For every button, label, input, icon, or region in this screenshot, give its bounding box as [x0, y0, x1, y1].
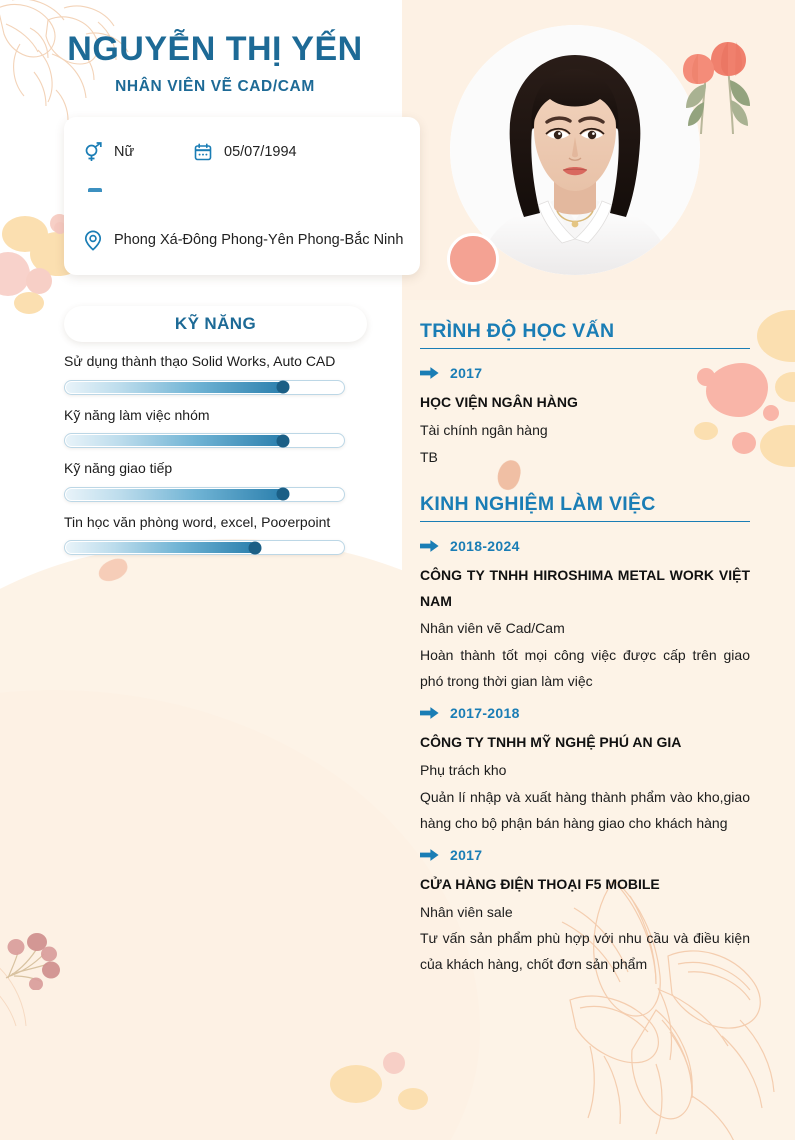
entry-description: Hoàn thành tốt mọi công việc được cấp trên giao phó trong thời gian làm việc — [420, 647, 750, 690]
skills-section-label: KỸ NĂNG — [174, 314, 257, 333]
entry-role: Phụ trách kho — [420, 762, 507, 779]
experience-section-title: KINH NGHIỆM LÀM VIỆC — [420, 493, 750, 522]
skill-item — [64, 407, 347, 449]
education-section-title: TRÌNH ĐỘ HỌC VẤN — [420, 320, 750, 349]
entry-date: 2017 — [450, 365, 483, 381]
skill-progress-bar[interactable] — [64, 380, 345, 395]
entry-organization: CÔNG TY TNHH HIROSHIMA METAL WORK VIỆT NAM — [420, 566, 750, 609]
info-row-dob — [192, 141, 297, 163]
skills-section-header — [64, 306, 367, 342]
info-row-gender — [82, 141, 134, 163]
clipped-icon — [82, 179, 104, 201]
entry-date-row — [420, 705, 750, 721]
entry-role: Nhân viên vẽ Cad/Cam — [420, 620, 565, 637]
skill-item — [64, 353, 347, 395]
experience-entry — [420, 847, 750, 979]
skill-item — [64, 460, 347, 502]
entry-organization: CÔNG TY TNHH MỸ NGHỆ PHÚ AN GIA — [420, 734, 682, 751]
entry-description: Tư vấn sản phẩm phù hợp với nhu cầu và điều kiện của khách hàng, chốt đơn sản phẩm — [420, 930, 750, 973]
gender-value: Nữ — [114, 144, 135, 160]
decor-blob-pink-low-1 — [383, 1052, 405, 1074]
entry-date: 2018-2024 — [450, 537, 520, 554]
job-title: NHÂN VIÊN VẼ CAD/CAM — [115, 78, 315, 96]
info-row-clipped — [82, 179, 104, 201]
skill-progress-fill — [66, 489, 284, 500]
entry-organization: CỬA HÀNG ĐIỆN THOẠI F5 MOBILE — [420, 875, 660, 892]
arrow-right-icon — [420, 539, 439, 553]
skill-progress-bar[interactable] — [64, 433, 345, 448]
skill-progress-knob[interactable] — [248, 541, 261, 554]
photo-accent-circle — [447, 233, 499, 285]
skills-list — [64, 353, 347, 567]
entry-description: Quản lí nhập và xuất hàng thành phẩm vào kho,giao hàng cho bộ phận bán hàng giao cho khách hàng — [420, 788, 750, 831]
entry-date-row — [420, 538, 750, 554]
skill-progress-bar[interactable] — [64, 487, 345, 502]
decor-blob-peach-3 — [14, 292, 44, 314]
header — [0, 0, 430, 96]
education-entry — [420, 365, 750, 471]
calendar-icon — [192, 141, 214, 163]
arrow-right-icon — [420, 848, 439, 862]
skill-progress-bar[interactable] — [64, 540, 345, 555]
location-pin-icon — [82, 229, 104, 251]
address-value: Phong Xá-Đông Phong-Yên Phong-Bắc Ninh — [114, 232, 404, 248]
entry-date: 2017-2018 — [450, 705, 520, 722]
dob-value: 05/07/1994 — [224, 144, 297, 160]
avatar — [450, 25, 700, 275]
experience-entry — [420, 705, 750, 837]
decor-blob-peach-low-2 — [398, 1088, 428, 1110]
page-title: NGUYỄN THỊ YẾN — [67, 30, 363, 68]
skill-label: Tin học văn phòng word, excel, Poơerpoint — [64, 513, 331, 530]
skill-label: Sử dụng thành thạo Solid Works, Auto CAD — [64, 353, 336, 369]
skill-label: Kỹ năng giao tiếp — [64, 460, 173, 476]
gender-icon — [82, 141, 104, 163]
arrow-right-icon — [420, 706, 439, 720]
entry-role: Tài chính ngân hàng — [420, 421, 548, 438]
skill-progress-fill — [66, 435, 284, 446]
info-row-address — [82, 229, 403, 251]
entry-date-row — [420, 365, 750, 381]
decor-blob-pink-3 — [26, 268, 52, 294]
entry-date: 2017 — [450, 846, 483, 863]
decor-blob-pink-right-3 — [763, 405, 779, 421]
skill-progress-fill — [66, 382, 284, 393]
skill-progress-fill — [66, 542, 256, 553]
entry-role: Nhân viên sale — [420, 903, 513, 920]
skill-label: Kỹ năng làm việc nhóm — [64, 406, 210, 423]
personal-info-card — [64, 117, 420, 275]
entry-organization: HỌC VIỆN NGÂN HÀNG — [420, 394, 578, 410]
skill-progress-knob[interactable] — [276, 488, 289, 501]
entry-grade: TB — [420, 448, 438, 465]
skill-progress-knob[interactable] — [276, 434, 289, 447]
skill-progress-knob[interactable] — [276, 381, 289, 394]
decor-blob-peach-low-1 — [330, 1065, 382, 1103]
right-column — [420, 320, 750, 988]
experience-entry — [420, 538, 750, 695]
skill-item — [64, 514, 347, 556]
arrow-right-icon — [420, 366, 439, 380]
entry-date-row — [420, 847, 750, 863]
